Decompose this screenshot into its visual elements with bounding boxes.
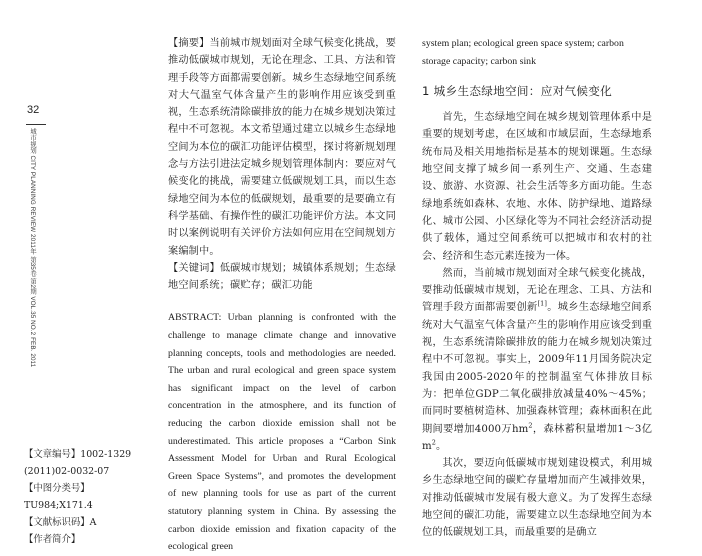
body-paragraph-2-text-b: 。城乡生态绿地空间系统对大气温室气体含量产生的影响作用应该受到重视，生态系统清除碳排放的能力在城乡规划决策过程中不可忽视。事实上，2009年11月国务院决定我国由2005-2020年的控制温室气体排放目标为：把单位GDP二氧化碳排放减量40%～45%；而同时要植树造林、加强森林管理；森林面积在此期间要增加4000万hm: [422, 302, 653, 435]
citation-1: [1]: [537, 300, 548, 309]
left-column: [168, 35, 396, 556]
body-paragraph-2-text-c: ，森林蓄积量增加1～3亿m: [422, 423, 652, 452]
author-info-label: 【作者简介】: [24, 534, 81, 545]
clc-number: 【中图分类号】TU984;X171.4: [24, 483, 93, 511]
page-number-rule: [26, 124, 46, 125]
superscript-m2: 2: [431, 438, 437, 447]
body-paragraph-2-text-d: 。: [436, 440, 447, 452]
body-paragraph-1: 首先，生态绿地空间在城乡规划管理体系中是重要的规划考虑，在区域和市域层面，生态绿地系统布局及相关用地指标是基本的规划课题。生态绿地空间支撑了城乡间一系列生产、交通、生态建设、旅游、水资源、社会生活等多方面功能。生态绿地系统如森林、农地、水体、防护绿地、道路绿化、城市公园、小区绿化等为不同社会经济活动提供了载体，通过空间系统可以把城市和农村的社会、经济和生态元素连接为一体。: [422, 112, 652, 262]
article-info: [24, 446, 154, 548]
journal-running-header: 城市规划 CITY PLANNING REVIEW 2011年 第35卷 第2期 VOL.35 NO.2 FEB. 2011: [29, 128, 36, 368]
superscript-hm2: 2: [528, 421, 533, 430]
keywords-chinese: 【关键词】低碳城市规划；城镇体系规划；生态绿地空间系统；碳贮存；碳汇功能: [168, 262, 396, 292]
right-column: [422, 35, 652, 542]
abstract-english-continued: system plan; ecological green space system; carbon storage capacity; carbon sink: [422, 38, 624, 67]
body-paragraph-2-text-a: 然而，当前城市规划面对全球气候变化挑战，要推动低碳城市规划，无论在理念、工具、方法和管理手段方面都需要创新: [422, 267, 652, 314]
body-paragraph-2: [422, 265, 652, 455]
abstract-english: ABSTRACT: Urban planning is confronted with the challenge to manage climate change and innovative planning concepts, tools and methodologies are needed. The urban and rural ecological and green space system has significant impact on the level of carbon concentration in the atmosphere, and its function of reducing the carbon dioxide emission shall not be underestimated. This article proposes a “Carbon Sink Assessment Model for Urban and Rural Ecological Green Space Systems”, and promotes the development of new planning tools for use as part of the current statutory planning system in China. By assessing the carbon dioxide emission and fixation capacity of the ecological green: [168, 312, 396, 553]
document-code: 【文献标识码】A: [24, 517, 97, 528]
section-heading: 1 城乡生态绿地空间：应对气候变化: [422, 84, 613, 99]
abstract-chinese: 【摘要】当前城市规划面对全球气候变化挑战，要推动低碳城市规划，无论在理念、工具、方法和管理手段等方面都需要创新。城乡生态绿地空间系统对大气温室气体含量产生的影响作用应该受到重视，生态系统清除碳排放的能力在城乡规划决策过程中不可忽视。本文希望通过建立以城乡生态绿地空间为本位的碳汇功能评估模型，探讨将新规划理念与方法引进法定城乡规划管理体制内：要应对气候变化的挑战，需要建立低碳规划工具，而以生态绿地空间为本位的低碳规划，最重要的是要确立有科学基础、有操作性的碳汇功能评价方法。本文同时以案例说明有关评价方法如何应用在空间规划方案编制中。: [168, 38, 396, 257]
body-paragraph-3: 其次，要迈向低碳城市规划建设模式，利用城乡生态绿地空间的碳贮存量增加而产生减排效果，对推动低碳城市发展有极大意义。为了发挥生态绿地空间的碳汇功能，需要建立以生态绿地空间为本位的低碳规划工具，而最重要的是确立: [422, 458, 652, 539]
page-number: 32: [27, 104, 40, 116]
article-number: 【文章编号】1002-1329 (2011)02-0032-07: [24, 449, 132, 477]
